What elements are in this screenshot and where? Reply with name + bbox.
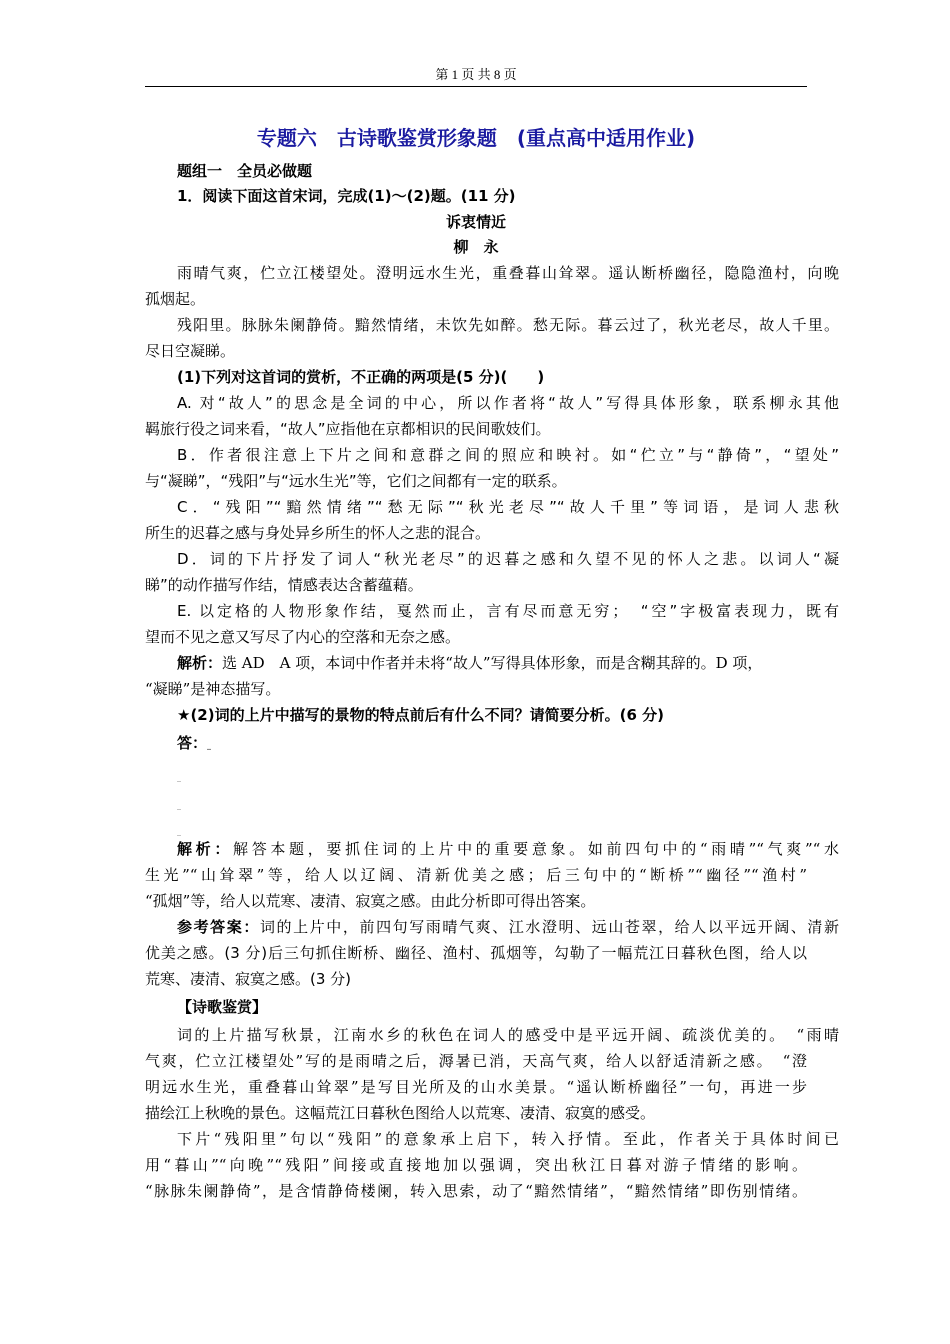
answer-label: 答： — [177, 734, 208, 752]
option-e-line1: E. 以定格的人物形象作结，戛然而止，言有尽而意无穷； “空”字极富表现力，既有 — [177, 602, 839, 620]
header-divider — [145, 86, 807, 87]
question-1: 1．阅读下面这首宋词，完成(1)～(2)题。(11 分) — [177, 187, 516, 205]
option-c-line2: 所生的迟暮之感与身处异乡所生的怀人之悲的混合。 — [145, 524, 491, 542]
appreciation-p1-line1: 词的上片描写秋景，江南水乡的秋色在词人的感受中是平远开阔、疏淡优美的。 “雨晴 — [177, 1026, 839, 1044]
poem-stanza2-line1: 残阳里。脉脉朱阑静倚。黯然情绪，未饮先如醉。愁无际。暮云过了，秋光老尽，故人千里。 — [177, 316, 839, 334]
poem-stanza2-line2: 尽日空凝睇。 — [145, 342, 236, 360]
answer-line — [145, 732, 839, 757]
reference-answer-line1 — [145, 916, 839, 938]
sub-question-1: (1)下列对这首词的赏析，不正确的两项是(5 分)( ) — [177, 368, 545, 386]
option-e-line2: 望而不见之意又写尽了内心的空落和无奈之感。 — [145, 628, 461, 646]
reference-answer-text: 词的上片中，前四句写雨晴气爽、江水澄明、远山苍翠，给人以平远开阔、清新 — [259, 918, 839, 936]
analysis-1-line2: “凝睇”是神态描写。 — [145, 680, 281, 698]
analysis-2-line3: “孤烟”等，给人以荒寒、凄清、寂寞之感。由此分析即可得出答案。 — [145, 892, 596, 910]
answer-blank-3[interactable]: _ — [177, 801, 181, 810]
option-d-line1: D．词的下片抒发了词人“秋光老尽”的迟暮之感和久望不见的怀人之悲。以词人“凝 — [177, 550, 839, 568]
appreciation-p1-line2: 气爽，伫立江楼望处”写的是雨晴之后，溽暑已消，天高气爽，给人以舒适清新之感。 “澄 — [145, 1052, 807, 1070]
group-heading: 题组一 全员必做题 — [177, 162, 313, 180]
poem-stanza1-line1: 雨晴气爽，伫立江楼望处。澄明远水生光，重叠暮山耸翠。遥认断桥幽径，隐隐渔村，向晚 — [177, 264, 839, 282]
page-header: 第 1 页 共 8 页 — [435, 67, 517, 82]
analysis-label: 解析： — [177, 654, 223, 672]
option-a-line1: A. 对“故人”的思念是全词的中心，所以作者将“故人”写得具体形象，联系柳永其他 — [177, 394, 839, 412]
option-b-line1: B．作者很注意上下片之间和意群之间的照应和映衬。如“伫立”与“静倚”，“望处” — [177, 446, 839, 464]
analysis-2-line2: 生光”“山耸翠”等，给人以辽阔、清新优美之感；后三句中的“断桥”“幽径”“渔村” — [145, 866, 807, 884]
answer-blank[interactable]: _ — [207, 741, 212, 750]
appreciation-p2-line2: 用“暮山”“向晚”“残阳”间接或直接地加以强调，突出秋江日暮对游子情绪的影响。 — [145, 1156, 807, 1174]
appreciation-p1-line4: 描绘江上秋晚的景色。这幅荒江日暮秋色图给人以荒寒、凄清、寂寞的感受。 — [145, 1104, 656, 1122]
answer-blank-4[interactable]: _ — [177, 827, 181, 836]
sub-question-2: ★(2)词的上片中描写的景物的特点前后有什么不同？请简要分析。(6 分) — [177, 706, 664, 724]
option-a-line2: 羁旅行役之词来看，“故人”应指他在京都相识的民间歌妓们。 — [145, 420, 551, 438]
appreciation-p2-line1: 下片“残阳里”句以“残阳”的意象承上启下，转入抒情。至此，作者关于具体时间已 — [177, 1130, 839, 1148]
option-b-line2: 与“凝睇”，“残阳”与“远水生光”等，它们之间都有一定的联系。 — [145, 472, 567, 490]
poem-stanza1-line2: 孤烟起。 — [145, 290, 206, 308]
analysis-2-text: 解答本题，要抓住词的上片中的重要意象。如前四句中的“雨晴”“气爽”“水 — [233, 840, 839, 858]
analysis-2-label: 解析： — [177, 840, 234, 858]
option-c-line1: C．“残阳”“黯然情绪”“愁无际”“秋光老尽”“故人千里”等词语，是词人悲秋 — [177, 498, 839, 516]
reference-answer-line3: 荒寒、凄清、寂寞之感。(3 分) — [145, 970, 352, 988]
appreciation-p1-line3: 明远水生光，重叠暮山耸翠”是写目光所及的山水美景。“遥认断桥幽径”一句，再进一步 — [145, 1078, 807, 1096]
poem-title: 诉衷情近 — [445, 213, 506, 231]
analysis-1-text: 选 AD A 项，本词中作者并未将“故人”写得具体形象，而是含糊其辞的。D 项， — [222, 654, 763, 672]
answer-blank-2[interactable]: _ — [177, 773, 181, 782]
analysis-1-line1 — [145, 652, 839, 674]
reference-answer-line2: 优美之感。(3 分)后三句抓住断桥、幽径、渔村、孤烟等，勾勒了一幅荒江日暮秋色图，给人以 — [145, 944, 807, 962]
option-d-line2: 睇”的动作描写作结，情感表达含蓄蕴藉。 — [145, 576, 423, 594]
page-title: 专题六 古诗歌鉴赏形象题 (重点高中适用作业) — [256, 126, 696, 150]
appreciation-heading: 【诗歌鉴赏】 — [177, 998, 268, 1016]
poem-author: 柳 永 — [453, 238, 499, 256]
reference-answer-label: 参考答案： — [177, 918, 260, 936]
appreciation-p2-line3: “脉脉朱阑静倚”，是含情静倚楼阑，转入思索，动了“黯然情绪”，“黯然情绪”即伤别情绪。 — [145, 1182, 807, 1200]
analysis-2-line1 — [145, 838, 839, 860]
